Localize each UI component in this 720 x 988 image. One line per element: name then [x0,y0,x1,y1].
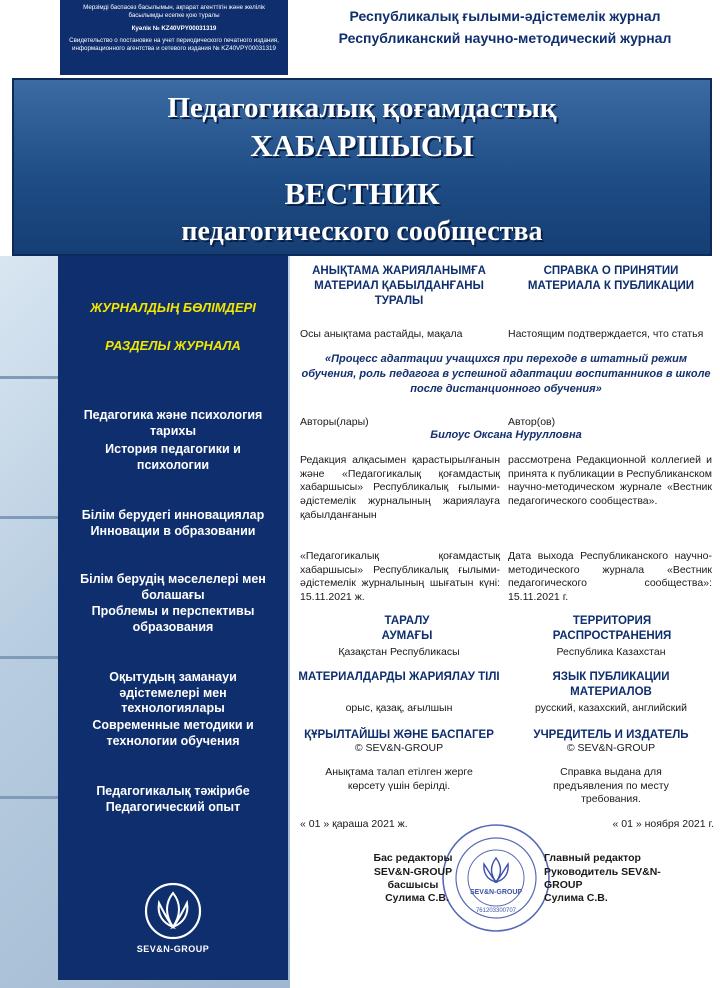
language-title-kz: МАТЕРИАЛДАРДЫ ЖАРИЯЛАУ ТІЛІ [298,671,500,683]
editor-name-kz: Сулима С.В. [385,892,449,904]
issue-date-ru: « 01 » ноября 2021 г. [612,818,714,830]
section-item: Педагогика және психология тарихы [83,408,263,438]
release-date-kz: «Педагогикалық қоғамдастық хабаршысы» Республикалық ғылыми-әдістемелік журналының шығатын күні: 15.11.2021 ж. [300,550,500,603]
author-label-kz: Авторы(лары) [300,416,369,428]
section-item: Инновации в образовании [90,524,256,538]
author-label-ru: Автор(ов) [508,416,556,428]
certificate-title-ru: СПРАВКА О ПРИНЯТИИ МАТЕРИАЛА К ПУБЛИКАЦИИ [527,265,695,292]
sections-title-ru: РАЗДЕЛЫ ЖУРНАЛА [105,338,241,353]
sections-title-kz: ЖУРНАЛДЫҢ БӨЛІМДЕРІ [90,300,256,315]
journal-title-banner [12,78,712,256]
publisher-kz: © SEV&N-GROUP [354,742,444,754]
issue-date-kz: « 01 » қараша 2021 ж. [300,818,408,830]
section-item: Педагогический опыт [105,800,241,814]
certificate-body [292,256,720,988]
certificate-title-kz: АНЫҚТАМА ЖАРИЯЛАНЫМҒА МАТЕРИАЛ ҚАБЫЛДАНҒАНЫ ТУРАЛЫ [312,265,486,307]
stamp-name: SEV&N-GROUP [469,889,523,896]
sevn-group-logo-icon [143,881,203,941]
confirm-text-kz: Осы анықтама растайды, мақала [300,328,463,340]
issued-note-kz: Анықтама талап етілген жерге көрсету үшін берілді. [325,766,473,792]
issued-note-ru: Справка выдана для предъявления по месту требования. [553,766,669,806]
journal-type-kz: Республикалық ғылыми-әдістемелік журнал [349,8,661,24]
section-item: Білім берудің мәселелері мен болашағы [80,572,266,602]
author-name: Билоус Оксана Нурулловна [430,429,582,441]
registration-box [60,0,288,75]
language-title-ru: ЯЗЫК ПУБЛИКАЦИИ МАТЕРИАЛОВ [552,671,670,698]
accept-text-ru: рассмотрена Редакционной коллегией и принята к публикации в Республиканском научно-методическом журнале «Вестник педагогического сообщества». [508,454,712,507]
section-item: Білім берудегі инновациялар [81,508,265,522]
journal-title-line2: ХАБАРШЫСЫ [250,128,474,163]
territory-ru: Республика Казахстан [556,646,666,658]
accept-text-kz: Редакция алқасымен қарастырылғанын және «Педагогикалық қоғамдастық хабаршысы» Республикалық ғылыми-әдістемелік журналының жариялауға қабылданғанын [300,454,500,521]
logo-caption: SEV&N-GROUP [136,944,210,954]
language-ru: русский, казахский, английский [535,702,687,714]
registration-line-ru: Свидетельство о постановке на учет периодического печатного издания, информационного агентства и сетевого издания № KZ40VPY00031319 [69,37,279,53]
territory-kz: Қазақстан Республикасы [338,646,460,658]
editor-label-kz: Бас редакторы SEV&N-GROUP басшысы [373,852,453,892]
journal-title-line4: педагогического сообщества [181,216,543,247]
territory-title-kz: ТАРАЛУ АУМАҒЫ [381,615,433,642]
section-item: История педагогики и психологии [105,442,241,472]
journal-type-header [300,6,710,49]
journal-title-line1: Педагогикалық қоғамдастық [167,92,557,124]
confirm-text-ru: Настоящим подтверждается, что статья [508,328,704,340]
editor-name-ru: Сулима С.В. [544,892,608,904]
publisher-ru: © SEV&N-GROUP [566,742,656,754]
editor-label-ru: Главный редактор Руководитель SEV&N-GROUP [544,852,661,892]
section-item: Оқытудың заманауи әдістемелері мен технологиялары [109,670,237,716]
article-title: «Процесс адаптации учащихся при переходе в штатный режим обучения, роль педагога в успешной адаптации воспитанников в школе после дистанционного обучения» [301,353,711,395]
journal-title-line3: ВЕСТНИК [284,176,440,211]
release-date-ru: Дата выхода Республиканского научно-методического журнала «Вестник педагогического сообщества»: 15.11.2021 г. [508,550,712,603]
sections-panel [58,256,288,980]
journal-type-ru: Республиканский научно-методический журнал [338,29,672,46]
section-item: Современные методики и технологии обучения [92,718,254,748]
territory-title-ru: ТЕРРИТОРИЯ РАСПРОСТРАНЕНИЯ [552,615,672,642]
section-item: Педагогикалық тәжірибе [96,784,250,798]
publisher-title-kz: ҚҰРЫЛТАЙШЫ ЖӘНЕ БАСПАГЕР [304,729,494,741]
section-item: Проблемы и перспективы образования [91,604,255,634]
registration-line-kz: Мерзімді баспасөз басылымын, ақпарат агенттігін және желілік басылымды есепке қою туралы [83,4,265,20]
registration-number-kz: Куәлік № KZ40VPY00031319 [131,24,217,32]
stamp-number: 761203300707 [475,908,517,914]
language-kz: орыс, қазақ, ағылшын [345,702,453,714]
publisher-title-ru: УЧРЕДИТЕЛЬ И ИЗДАТЕЛЬ [533,729,689,741]
